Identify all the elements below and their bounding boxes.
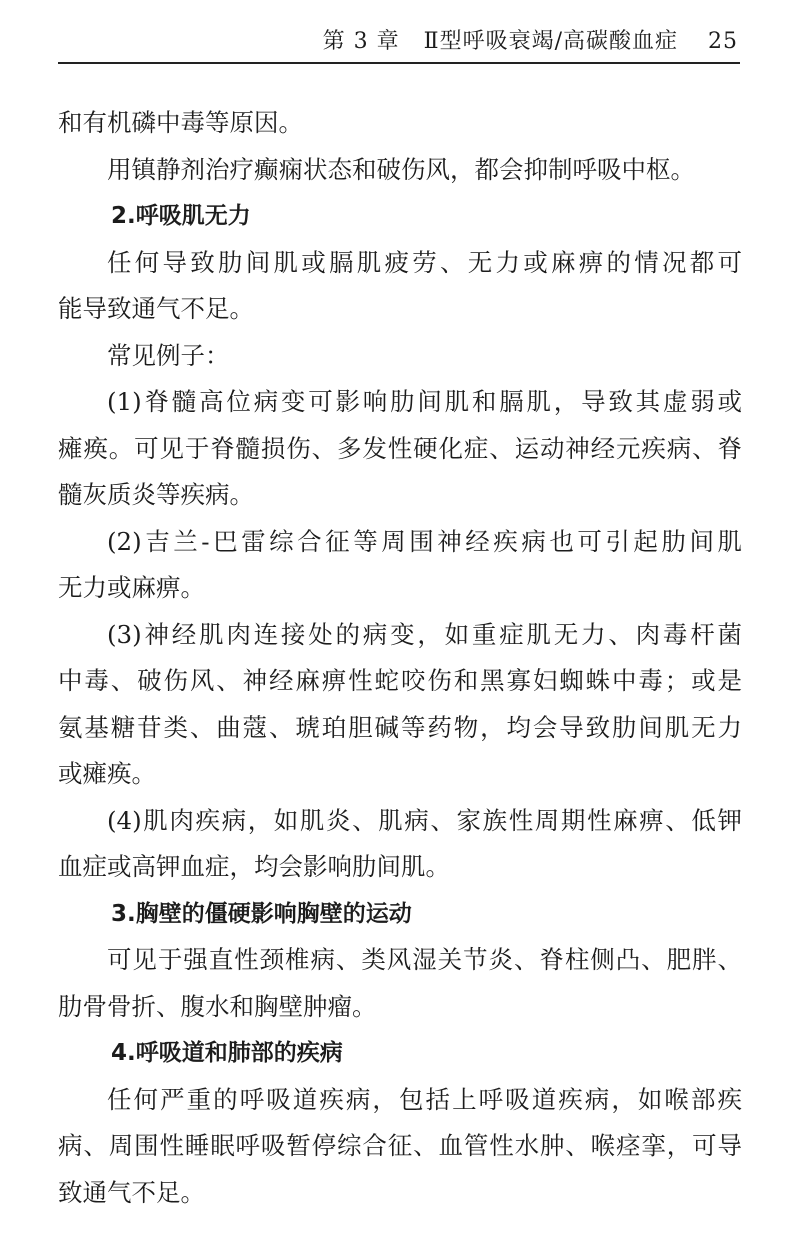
section-heading: 3.胸壁的僵硬影响胸壁的运动 [111, 900, 412, 927]
text-line: 氨基糖苷类、曲蔻、琥珀胆碱等药物，均会导致肋间肌无力 [58, 712, 742, 742]
text-line: 用镇静剂治疗癫痫状态和破伤风，都会抑制呼吸中枢。 [107, 154, 695, 184]
section-heading: 4.呼吸道和肺部的疾病 [111, 1040, 343, 1066]
text-line: 瘫痪。可见于脊髓损伤、多发性硬化症、运动神经元疾病、脊 [58, 433, 742, 463]
text-line: (4)肌肉疾病，如肌炎、肌病、家族性周期性麻痹、低钾 [107, 805, 742, 835]
text-line: 血症或高钾血症，均会影响肋间肌。 [58, 852, 450, 881]
page-number: 25 [708, 29, 738, 54]
section-heading: 2.呼吸肌无力 [111, 203, 251, 229]
text-line: 病、周围性睡眠呼吸暂停综合征、血管性水肿、喉痉挛，可导 [58, 1131, 742, 1160]
text-line: 中毒、破伤风、神经麻痹性蛇咬伤和黑寡妇蜘蛛中毒；或是 [58, 666, 742, 695]
text-line: 可见于强直性颈椎病、类风湿关节炎、脊柱侧凸、肥胖、 [107, 945, 742, 974]
text-line: (3)神经肌肉连接处的病变，如重症肌无力、肉毒杆菌 [107, 619, 742, 649]
text-line: 任何导致肋间肌或膈肌疲劳、无力或麻痹的情况都可 [107, 247, 742, 277]
text-line: 肋骨骨折、腹水和胸壁肿瘤。 [58, 991, 377, 1021]
text-line: (2)吉兰-巴雷综合征等周围神经疾病也可引起肋间肌 [107, 526, 742, 556]
chapter-title: Ⅱ型呼吸衰竭/高碳酸血症 [423, 29, 678, 54]
text-line: 任何严重的呼吸道疾病，包括上呼吸道疾病，如喉部疾 [107, 1084, 742, 1114]
running-header [323, 24, 738, 55]
text-line: 无力或麻痹。 [58, 573, 205, 602]
header-rule [58, 62, 740, 64]
text-line: 和有机磷中毒等原因。 [58, 108, 303, 137]
text-line: 常见例子： [107, 340, 230, 370]
text-line: 致通气不足。 [58, 1177, 205, 1207]
text-line: 能导致通气不足。 [58, 294, 254, 323]
body-text [58, 100, 742, 1216]
text-line: (1)脊髓高位病变可影响肋间肌和膈肌，导致其虚弱或 [107, 387, 742, 416]
chapter-number: 第 3 章 [322, 29, 400, 54]
text-line: 髓灰质炎等疾病。 [58, 480, 254, 509]
text-line: 或瘫痪。 [58, 759, 156, 788]
